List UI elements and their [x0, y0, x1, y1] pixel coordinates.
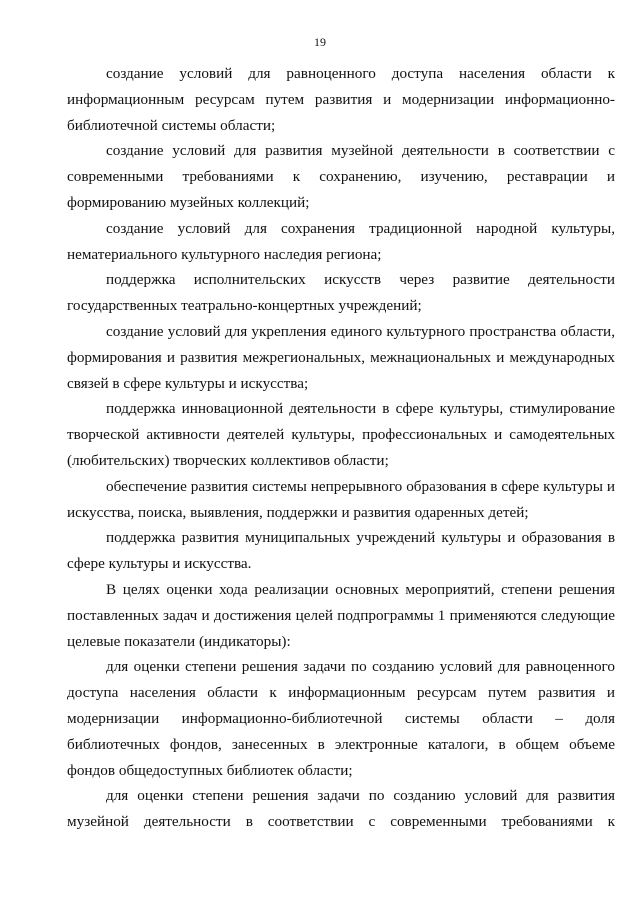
paragraph-continuous-education: обеспечение развития системы непрерывного образования в сфере культуры и искусства, поиска, выявления, поддержки и развития одаренных детей;	[67, 477, 615, 521]
paragraph-folk-culture: создание условий для сохранения традиционной народной культуры, нематериального культурного наследия региона;	[67, 219, 615, 263]
page-number: 19	[314, 35, 326, 49]
paragraph-municipal-institutions: поддержка развития муниципальных учреждений культуры и образования в сфере культуры и искусства.	[67, 529, 615, 573]
paragraph-target-indicators-intro: В целях оценки хода реализации основных мероприятий, степени решения поставленных задач и достижения целей подпрограммы 1 применяются следующие целевые показатели (индикаторы):	[67, 580, 615, 650]
paragraph-indicator-library-catalogs: для оценки степени решения задачи по созданию условий для равноценного доступа населения области к информационным ресурсам путем развития и модернизации информационно-библиотечной системы области – доля библиотечных фондов, занесенных в электронные каталоги, в общем объеме фондов общедоступных библиотек области;	[67, 658, 615, 779]
paragraph-indicator-museum: для оценки степени решения задачи по созданию условий для развития музейной деятельности в соответствии с современными требованиями к	[67, 787, 615, 831]
paragraph-innovation: поддержка инновационной деятельности в сфере культуры, стимулирование творческой активности деятелей культуры, профессиональных и самодеятельных (любительских) творческих коллективов области;	[67, 400, 615, 469]
document-body	[67, 61, 615, 835]
paragraph-cultural-space: создание условий для укрепления единого культурного пространства области, формирования и развития межрегиональных, межнациональных и международных связей в сфере культуры и искусства;	[67, 322, 615, 392]
paragraph-library-access: создание условий для равноценного доступа населения области к информационным ресурсам путем развития и модернизации информационно-библиотечной системы области;	[67, 65, 615, 134]
paragraph-performing-arts: поддержка исполнительских искусств через развитие деятельности государственных театрально-концертных учреждений;	[67, 271, 615, 315]
paragraph-museum-activity: создание условий для развития музейной деятельности в соответствии с современными требованиями к сохранению, изучению, реставрации и формированию музейных коллекций;	[67, 142, 615, 211]
